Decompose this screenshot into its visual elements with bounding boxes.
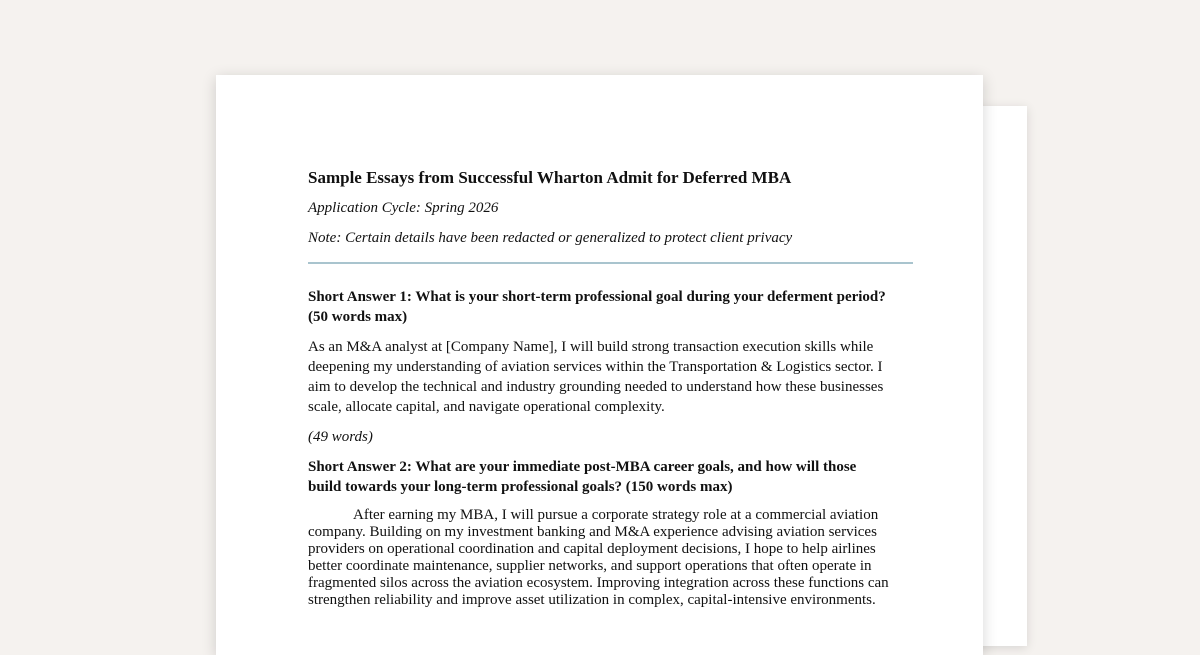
answer-2: After earning my MBA, I will pursue a corporate strategy role at a commercial aviation company. Building on my investment banking and M&A experience advising aviation services providers on operational coordination and capital deployment decisions, I hope to help airlines better coordinate maintenance, supplier networks, and support operations that often operate in fragmented silos across the aviation ecosystem. Improving integration across these functions can strengthen reliability and improve asset utilization in complex, capital-intensive environments.: [308, 507, 889, 608]
privacy-note: Note: Certain details have been redacted or generalized to protect client privacy: [308, 230, 793, 246]
document-title: Sample Essays from Successful Wharton Admit for Deferred MBA: [308, 168, 792, 187]
document-content: [308, 167, 913, 609]
question-1: Short Answer 1: What is your short-term professional goal during your deferment period? (50 words max): [308, 289, 886, 325]
answer-1: As an M&A analyst at [Company Name], I will build strong transaction execution skills while deepening my understanding of aviation services within the Transportation & Logistics sector. I aim to develop the technical and industry grounding needed to understand how these businesses scale, allocate capital, and navigate operational complexity.: [308, 339, 884, 415]
question-2: Short Answer 2: What are your immediate post-MBA career goals, and how will those build towards your long-term professional goals? (150 words max): [308, 459, 857, 495]
document-page: [216, 75, 983, 655]
word-count-1: (49 words): [308, 429, 373, 445]
application-cycle: Application Cycle: Spring 2026: [308, 200, 499, 216]
divider-rule: [308, 262, 913, 264]
